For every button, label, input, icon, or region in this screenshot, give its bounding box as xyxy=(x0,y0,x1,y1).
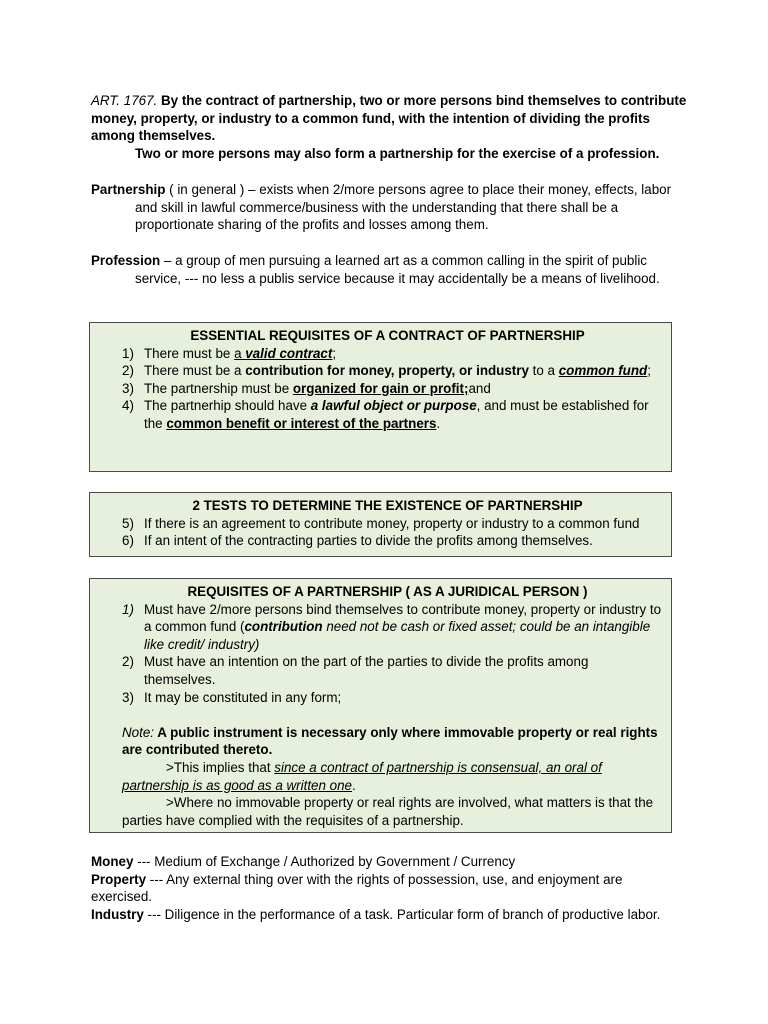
item-text-italic: need not be cash or fixed asset; could be an intangible like credit/ industry) xyxy=(144,619,651,652)
item-text: The partnership must be xyxy=(144,380,293,396)
implies-paragraph xyxy=(122,759,663,794)
item-text: The partnerhip should have xyxy=(144,398,311,414)
term-industry: Industry xyxy=(91,906,144,922)
list-item xyxy=(98,345,663,363)
term-profession: Profession xyxy=(91,253,161,268)
definition-money xyxy=(91,853,687,871)
list-number: 6) xyxy=(122,533,134,549)
essential-requisites-box xyxy=(89,322,672,472)
article-paragraph xyxy=(91,92,691,145)
contribution-word: contribution xyxy=(244,619,323,635)
item-text: There must be a xyxy=(144,363,246,379)
contribution-text: contribution for money, property, or industry xyxy=(245,363,529,379)
juridical-requisites-title: REQUISITES OF A PARTNERSHIP ( AS A JURIDICAL PERSON ) xyxy=(187,584,588,599)
tests-title: 2 TESTS TO DETERMINE THE EXISTENCE OF PARTNERSHIP xyxy=(192,498,583,513)
item-text: Must have 2/more persons bind themselves to contribute money, property or industry to a common fund ( xyxy=(144,601,662,635)
list-item xyxy=(98,380,663,398)
definition-property xyxy=(91,871,687,906)
item-text: If an intent of the contracting parties to divide the profits among themselves. xyxy=(144,533,593,549)
definition-profession xyxy=(91,252,691,287)
tests-list xyxy=(98,515,663,550)
partnership-definition-text: ( in general ) – exists when 2/more persons agree to place their money, effects, labor and skill in lawful commerce/business with the understanding that there shall be a proportionate sharing of the profits and losses among them. xyxy=(135,182,672,233)
money-definition-text: --- Medium of Exchange / Authorized by Government / Currency xyxy=(133,854,516,869)
item-text-underlined: a xyxy=(234,345,246,361)
note-label: Note: xyxy=(122,724,155,740)
item-text: , and must be established for the xyxy=(144,398,649,431)
juridical-requisites-box xyxy=(89,578,672,833)
item-text: There must be xyxy=(144,345,235,361)
list-number: 1) xyxy=(122,345,134,361)
profession-definition-text: – a group of men pursuing a learned art as a common calling in the spirit of public service, --- no less a publis service because it may accidentally be a means of livelihood. xyxy=(135,253,660,286)
article-sentence-1: By the contract of partnership, two or more persons bind themselves to contribute money, property, or industry to a common fund, with the intention of dividing the profits among themselves. xyxy=(91,93,687,144)
list-number: 3) xyxy=(122,689,134,705)
definition-industry xyxy=(91,906,687,924)
common-fund-text: common fund xyxy=(558,363,648,379)
list-item xyxy=(98,653,663,688)
valid-contract-text: valid contract xyxy=(245,345,333,361)
essential-requisites-list xyxy=(98,345,663,433)
list-item xyxy=(98,397,663,432)
gain-or-profit-text: organized for gain or profit; xyxy=(292,380,469,396)
item-punct: ; xyxy=(332,345,337,361)
list-item xyxy=(98,689,663,707)
common-benefit-text: common benefit or interest of the partners xyxy=(166,415,437,431)
list-number: 4) xyxy=(122,398,134,414)
partnership-paragraph xyxy=(91,181,691,234)
juridical-requisites-list xyxy=(98,601,663,707)
item-punct: . xyxy=(352,777,356,793)
item-text: and xyxy=(468,380,491,396)
term-property: Property xyxy=(91,871,147,887)
article-paragraph-2 xyxy=(91,145,691,163)
list-item xyxy=(98,515,663,533)
item-punct: ; xyxy=(647,363,651,379)
note-block xyxy=(98,724,663,830)
article-1767 xyxy=(91,92,691,162)
where-paragraph xyxy=(122,794,663,829)
note-text: A public instrument is necessary only where immovable property or real rights are contributed thereto. xyxy=(122,724,658,758)
list-number: 3) xyxy=(122,380,134,396)
list-item xyxy=(98,362,663,380)
tests-box xyxy=(89,492,672,557)
essential-requisites-title: ESSENTIAL REQUISITES OF A CONTRACT OF PARTNERSHIP xyxy=(190,328,585,343)
list-item xyxy=(98,601,663,654)
item-text: Must have an intention on the part of the parties to divide the profits among themselves. xyxy=(144,654,589,687)
item-text: to a xyxy=(528,363,559,379)
where-text: >Where no immovable property or real rights are involved, what matters is that the parties have complied with the requisites of a partnership. xyxy=(122,795,654,828)
industry-definition-text: --- Diligence in the performance of a task. Particular form of branch of productive labor. xyxy=(143,906,661,922)
list-number: 5) xyxy=(122,515,134,531)
definition-partnership xyxy=(91,181,691,234)
article-sentence-2: Two or more persons may also form a partnership for the exercise of a profession. xyxy=(135,145,660,161)
term-money: Money xyxy=(91,854,134,869)
list-number: 1) xyxy=(122,601,134,617)
list-number: 2) xyxy=(122,654,134,670)
implies-underlined-text: since a contract of partnership is consensual, an oral of partnership is as good as a written one xyxy=(122,759,602,793)
lawful-object-text: a lawful object or purpose xyxy=(310,398,477,414)
item-text: If there is an agreement to contribute money, property or industry to a common fund xyxy=(144,515,640,531)
item-punct: . xyxy=(436,415,441,431)
list-number: 2) xyxy=(122,363,134,379)
list-item xyxy=(98,532,663,550)
item-text: It may be constituted in any form; xyxy=(144,689,342,705)
implies-text: >This implies that xyxy=(166,759,275,775)
note-paragraph xyxy=(122,724,663,759)
article-ref: ART. 1767. xyxy=(91,93,158,108)
property-definition-text: --- Any external thing over with the rights of possession, use, and enjoyment are exercised. xyxy=(91,871,623,905)
definitions-bottom xyxy=(91,853,687,923)
term-partnership: Partnership xyxy=(91,182,166,197)
profession-paragraph xyxy=(91,252,691,287)
